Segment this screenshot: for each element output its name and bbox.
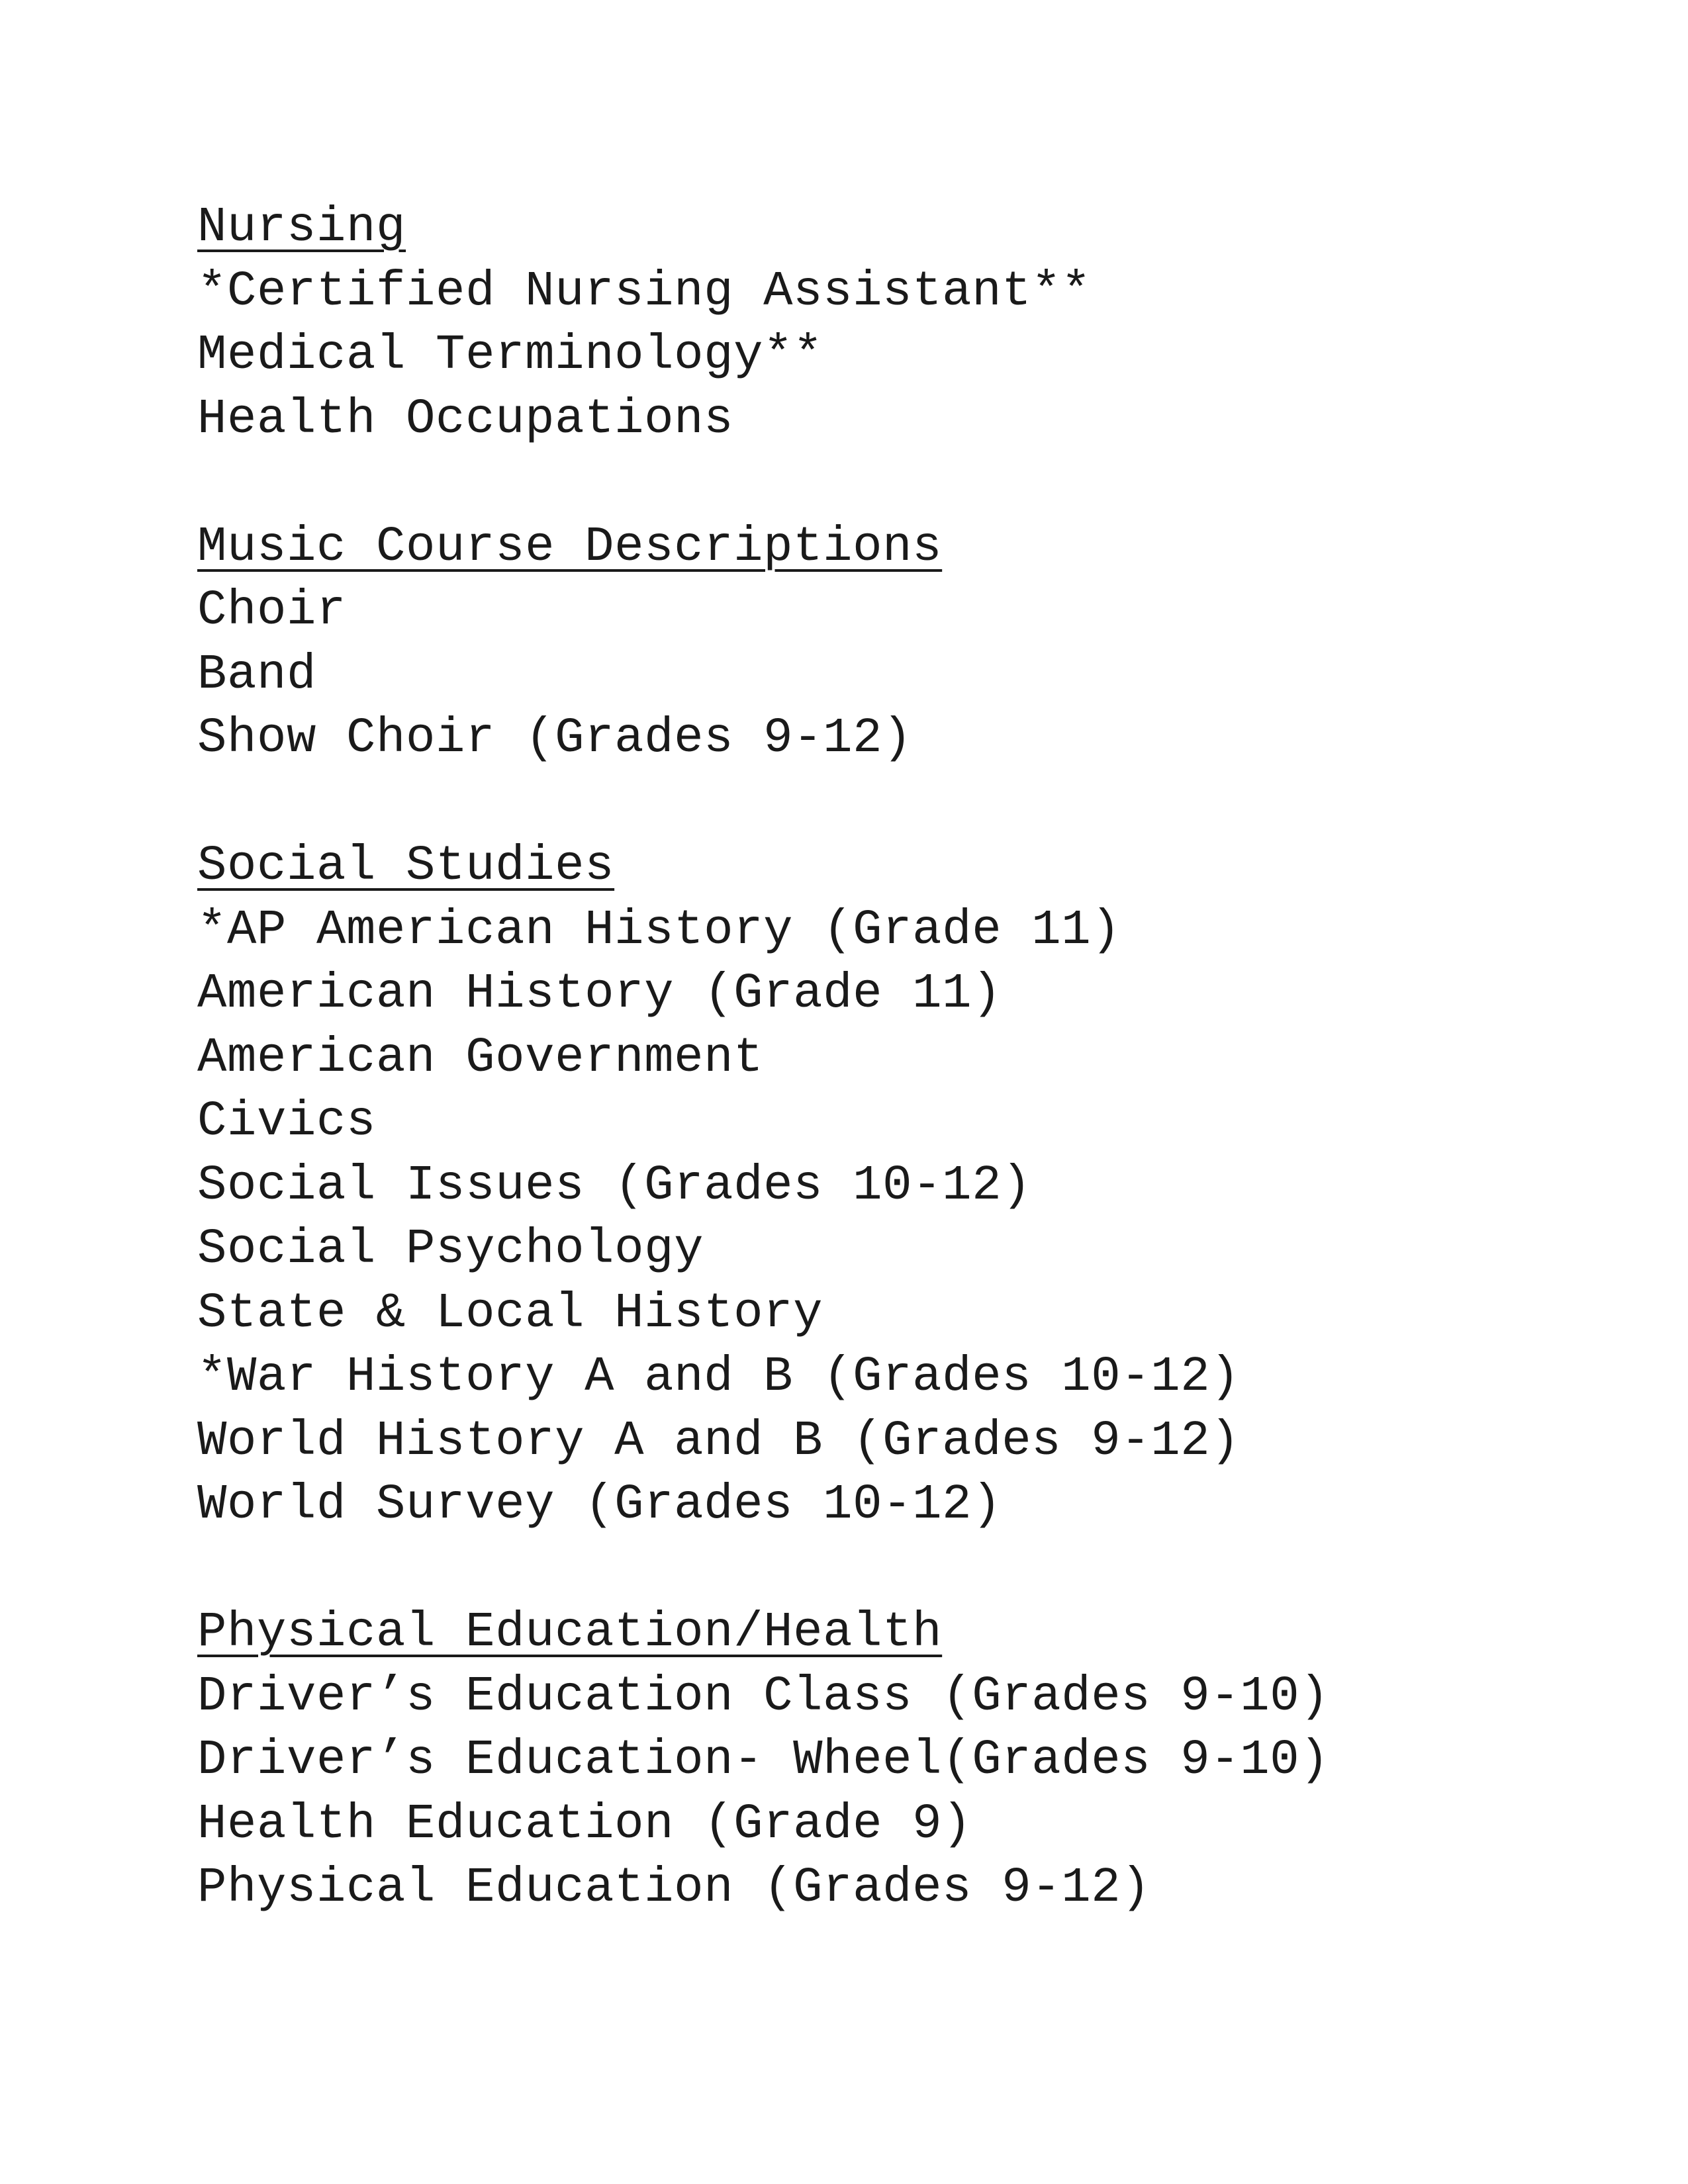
course-item: World Survey (Grades 10-12)	[197, 1477, 1002, 1533]
course-item: Social Issues (Grades 10-12)	[197, 1158, 1032, 1214]
section-music	[197, 516, 1521, 771]
section-physical-education-health	[197, 1601, 1521, 1921]
course-item: Civics	[197, 1094, 377, 1150]
course-item: Health Occupations	[197, 391, 734, 447]
section-heading: Physical Education/Health	[197, 1605, 943, 1661]
course-item: American Government	[197, 1030, 764, 1086]
course-item: Choir	[197, 583, 347, 639]
course-item: Medical Terminology**	[197, 328, 823, 383]
course-item: *AP American History (Grade 11)	[197, 902, 1121, 958]
course-item: Driver’s Education Class (Grades 9-10)	[197, 1668, 1330, 1725]
section-heading: Music Course Descriptions	[197, 519, 943, 575]
course-item: Health Education (Grade 9)	[197, 1796, 972, 1852]
course-item: Show Choir (Grades 9-12)	[197, 711, 913, 766]
section-heading: Social Studies	[197, 839, 615, 894]
course-item: Driver’s Education- Wheel(Grades 9-10)	[197, 1733, 1330, 1788]
section-social-studies	[197, 835, 1521, 1537]
course-item: Physical Education (Grades 9-12)	[197, 1860, 1151, 1916]
course-item: *War History A and B (Grades 10-12)	[197, 1349, 1241, 1405]
course-item: World History A and B (Grades 9-12)	[197, 1413, 1241, 1469]
course-item: *Certified Nursing Assistant**	[197, 263, 1092, 320]
course-item: State & Local History	[197, 1285, 823, 1342]
section-heading: Nursing	[197, 200, 406, 255]
course-item: Band	[197, 647, 317, 703]
course-item: Social Psychology	[197, 1222, 704, 1277]
course-item: American History (Grade 11)	[197, 966, 1002, 1022]
section-nursing	[197, 196, 1521, 451]
course-list-page	[197, 196, 1521, 1921]
